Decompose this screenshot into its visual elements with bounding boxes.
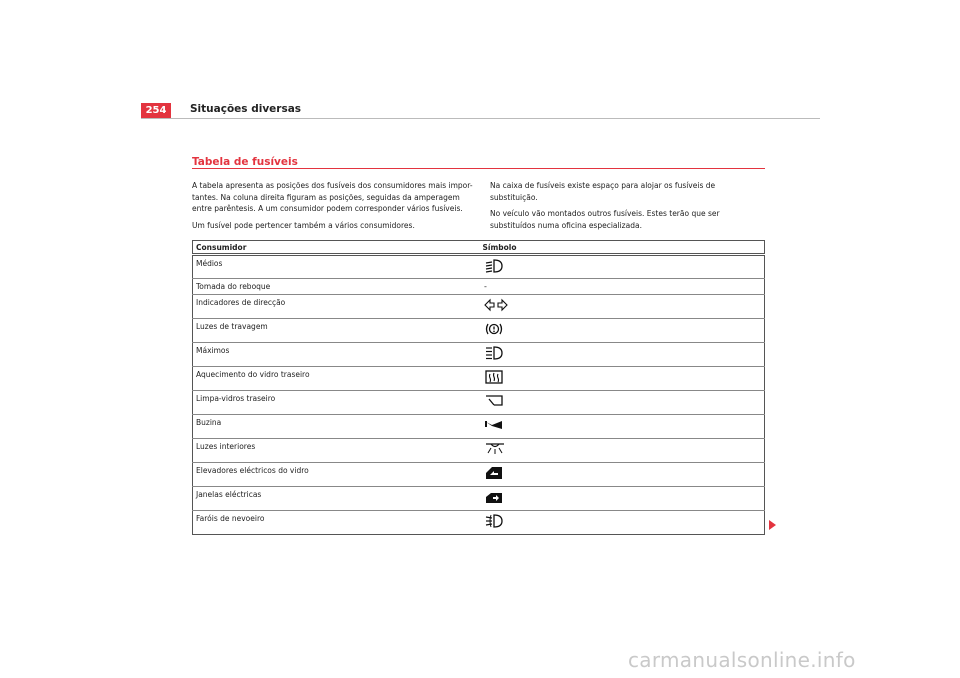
intro-paragraph: Um fusível pode pertencer também a vários consumidores. [192,220,415,230]
column-header-symbol: Símbolo [482,242,517,252]
next-page-arrow-icon[interactable] [769,520,776,530]
consumer-name: Médios [193,255,482,279]
interior-light-icon [484,441,764,457]
power-window-icon [484,465,764,481]
symbol-cell [481,415,765,439]
table-row [193,391,765,415]
table-row [193,279,765,295]
table-row [193,463,765,487]
consumer-name: Limpa-vidros traseiro [193,391,482,415]
consumer-name: Buzina [193,415,482,439]
consumer-name: Máximos [193,343,482,367]
rear-defrost-icon [484,369,764,385]
table-header-row [193,241,765,255]
column-header-consumer: Consumidor [196,242,247,252]
consumer-name: Faróis de nevoeiro [193,511,482,535]
page-number: 254 [141,103,171,118]
table-row [193,367,765,391]
header-divider [141,118,820,119]
symbol-cell [481,255,765,279]
consumer-name: Luzes interiores [193,439,482,463]
symbol-cell [481,367,765,391]
symbol-cell [481,279,765,295]
fog-light-icon [484,513,764,529]
table-row [193,343,765,367]
intro-paragraph: No veículo vão montados outros fusíveis. Estes terão que ser substituídos numa oficina especializada. [490,209,720,230]
intro-paragraph: Na caixa de fusíveis existe espaço para alojar os fusíveis de substituição. [490,181,716,202]
table-row [193,487,765,511]
consumer-name: Aquecimento do vidro traseiro [193,367,482,391]
consumer-name: Janelas eléctricas [193,487,482,511]
consumer-name: Luzes de travagem [193,319,482,343]
fuse-table [192,240,765,535]
consumer-name: Elevadores eléctricos do vidro [193,463,482,487]
symbol-cell [481,463,765,487]
table-row [193,415,765,439]
intro-left-column [192,180,474,236]
table-row [193,319,765,343]
symbol-cell [481,343,765,367]
table-row [193,255,765,279]
intro-right-column [490,180,765,236]
table-row [193,439,765,463]
symbol-cell [481,391,765,415]
symbol-cell [481,487,765,511]
brake-light-icon [484,321,764,337]
low-beam-icon [484,258,764,274]
turn-signal-icon [484,297,764,313]
section-title: Tabela de fusíveis [192,156,298,168]
symbol-cell [481,511,765,535]
symbol-cell [481,295,765,319]
chapter-title: Situações diversas [190,103,302,115]
symbol-text: - [484,282,487,291]
high-beam-icon [484,345,764,361]
consumer-name: Tomada do reboque [193,279,482,295]
section-divider [192,168,765,169]
watermark: carmanualsonline.info [628,648,856,672]
symbol-cell [481,439,765,463]
intro-paragraph: A tabela apresenta as posições dos fusíveis dos consumidores mais impor-tantes. Na coluna direita figuram as posições, seguidas da amperagem entre parêntesis. A um consumidor podem corresponder vários fusíveis. [192,181,473,213]
table-header [193,241,765,255]
electric-window-icon [484,489,764,505]
symbol-cell [481,319,765,343]
rear-wiper-icon [484,393,764,409]
consumer-name: Indicadores de direcção [193,295,482,319]
table-row [193,511,765,535]
table-row [193,295,765,319]
horn-icon [484,417,764,433]
